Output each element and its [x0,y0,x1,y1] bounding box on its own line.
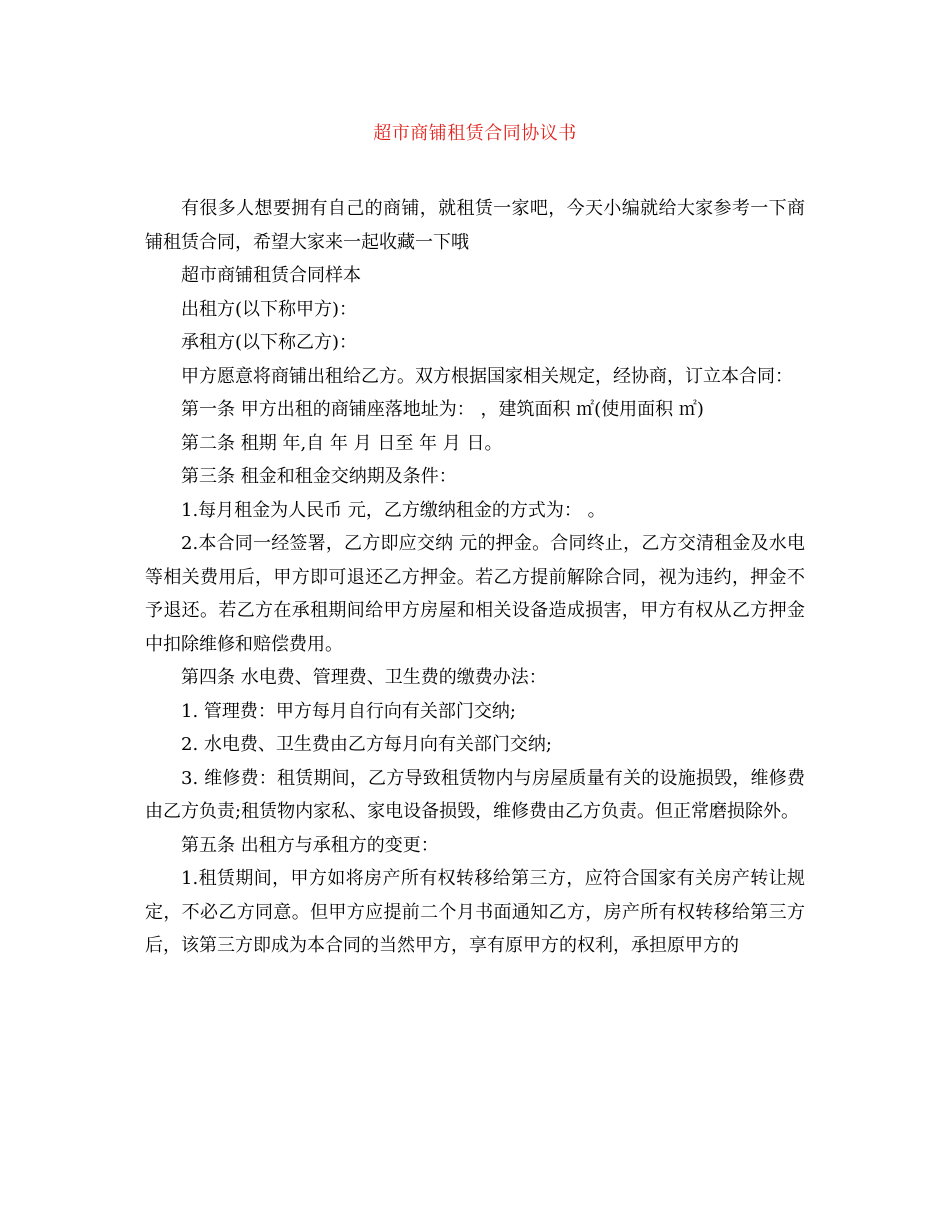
paragraph-article-4-item-3: 3. 维修费：租赁期间，乙方导致租赁物内与房屋质量有关的设施损毁，维修费由乙方负责;租赁物内家私、家电设备损毁，维修费由乙方负责。但正常磨损除外。 [145,767,805,822]
paragraph-article-4: 第四条 水电费、管理费、卫生费的缴费办法： [181,667,547,688]
paragraph-article-2: 第二条 租期 年,自 年 月 日至 年 月 日。 [181,432,503,454]
paragraph-article-4-item-2: 2. 水电费、卫生费由乙方每月向有关部门交纳; [181,734,552,755]
paragraph-article-3-item-2: 2.本合同一经签署，乙方即应交纳 元的押金。合同终止，乙方交清租金及水电等相关费用后，甲方即可退还乙方押金。若乙方提前解除合同，视为违约，押金不予退还。若乙方在承租期间给甲方房屋和相关设备造成损害，甲方有权从乙方押金中扣除维修和赔偿费用。 [145,533,805,655]
paragraph-sample-heading: 超市商铺租赁合同样本 [181,265,361,286]
paragraph-agreement: 甲方愿意将商铺出租给乙方。双方根据国家相关规定，经协商，订立本合同： [181,365,793,387]
paragraph-lessee: 承租方(以下称乙方)： [181,332,358,353]
paragraph-lessor: 出租方(以下称甲方)： [181,298,358,320]
document-title: 超市商铺租赁合同协议书 [373,123,577,144]
paragraph-article-3: 第三条 租金和租金交纳期及条件： [181,466,457,487]
paragraph-article-5-item-1: 1.租赁期间，甲方如将房产所有权转移给第三方，应符合国家有关房产转让规定，不必乙方同意。但甲方应提前二个月书面通知乙方，房产所有权转移给第三方后，该第三方即成为本合同的当然甲方，享有原甲方的权利，承担原甲方的 [145,868,805,956]
paragraph-intro: 有很多人想要拥有自己的商铺，就租赁一家吧，今天小编就给大家参考一下商铺租赁合同，希望大家来一起收藏一下哦 [145,198,805,253]
document-body [145,192,805,963]
paragraph-article-5: 第五条 出租方与承租方的变更： [181,834,439,856]
paragraph-article-1: 第一条 甲方出租的商铺座落地址为： ，建筑面积 ㎡(使用面积 ㎡) [181,399,704,420]
paragraph-article-3-item-1: 1.每月租金为人民币 元，乙方缴纳租金的方式为： 。 [181,499,606,521]
paragraph-article-4-item-1: 1. 管理费：甲方每月自行向有关部门交纳; [181,700,516,722]
